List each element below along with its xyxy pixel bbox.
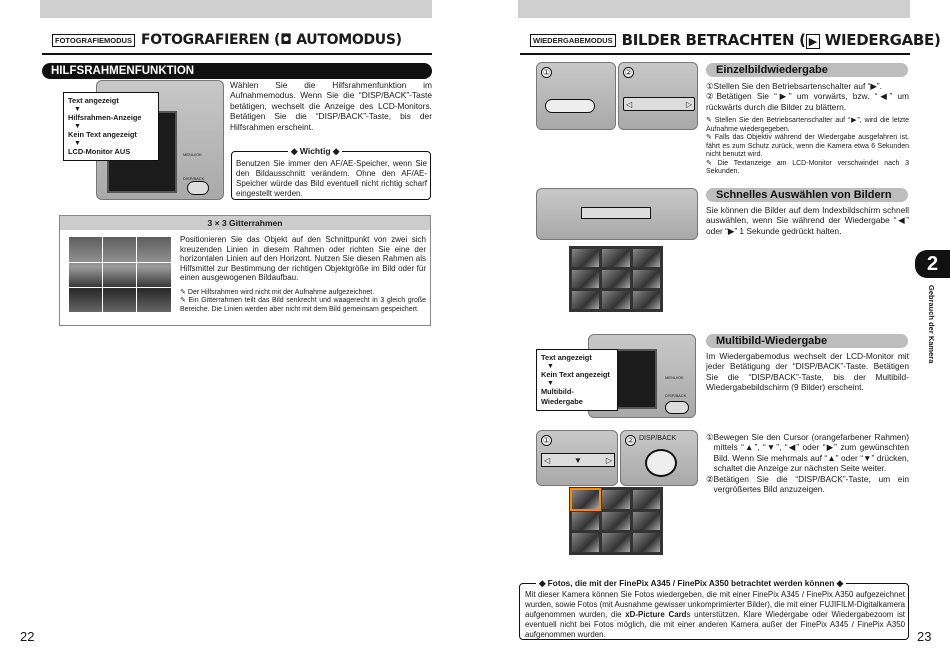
grid-example-photo — [69, 237, 171, 312]
einzelbild-notes: ✎ Stellen Sie den Betriebsartenschalter auf “▶”, wird die letzte Aufnahme wiedergegeben. ✎ Falls das Objektiv während der Wiedergabe ausgefahren ist, fährt es zum Schutz zurück, wenn die Kamera etwa 6 Sekunden nicht benutzt wird. ✎ Die Textanzeige am LCD-Monitor verschwindet nach 3 Sekunden. — [706, 117, 909, 175]
note-icon: ✎ — [706, 134, 712, 141]
playback-icon: ▶ — [806, 34, 820, 49]
left-arrow-icon: ◁ — [626, 99, 633, 109]
compat-box — [519, 578, 909, 640]
disp-back-button[interactable] — [645, 449, 677, 477]
step-1-marker: ① — [706, 432, 714, 442]
arrow-buttons-illustration — [618, 62, 698, 130]
step-1-marker: ① — [542, 68, 551, 77]
cycle-item: Multibild-Wiedergabe — [541, 387, 583, 406]
display-cycle-box — [63, 92, 159, 161]
index-thumbnail-grid — [569, 246, 663, 312]
disp-button-illustration — [620, 430, 698, 486]
disp-back-label: DISP/BACK — [639, 435, 677, 442]
right-arrow-icon: ▷ — [605, 455, 612, 465]
down-arrow-icon: ▼ — [574, 455, 582, 465]
disp-back-label: DISP/BACK — [183, 176, 205, 181]
right-arrow-icon: ▷ — [685, 99, 692, 109]
step-2-marker: ② — [706, 91, 717, 102]
multi-thumbnail-grid — [569, 487, 663, 555]
grid-note-2: ✎ Ein Gitterrahmen teilt das Bild senkrecht und waagerecht in 3 gleich große Bereiche. Die Linien werden aber nicht mit dem Bild gemeinsam gespeichert. — [180, 297, 427, 313]
hilfsrahmen-intro: Wählen Sie die Hilfsrahmenfunktion im Aufnahmemodus. Wenn Sie die “DISP/BACK”-Taste betätigen, wechselt die Anzeige des LCD-Monitors. Betätigen Sie die “DISP/BACK”-Taste, bis der Hilfsrahmen erscheint. — [230, 80, 432, 132]
section-multibild: Multibild-Wiedergabe — [706, 334, 908, 348]
step-2-marker: ② — [626, 436, 635, 445]
step-2-marker: ② — [624, 68, 633, 77]
arrow-pad[interactable] — [623, 97, 695, 111]
note-icon: ✎ — [180, 289, 186, 296]
note-icon: ✎ — [706, 117, 712, 124]
left-page-title: FOTOGRAFIEREN (◘ AUTOMODUS) — [140, 32, 402, 48]
disp-back-label: DISP/BACK — [665, 393, 687, 398]
compat-box-text: Mit dieser Kamera können Sie Fotos wiedergeben, die mit einer FinePix A345 / FinePix A350 aufgezeichnet wurden, sowie Fotos (mit Ausnahme gewisser unkomprimierter Bilder), die mit einer FUJIFILM-Digitalkamera aufgenommen wurden, die xD-Picture Cards unterstützen. Klare Wiedergabe oder Wiedergabezoom ist eventuell nicht bei Fotos möglich, die mit einer anderen Kamera außer der FinePix A345 / FinePix A350 aufgenommen wurden. — [525, 590, 905, 639]
wichtig-text: Benutzen Sie immer den AF/AE-Speicher, wenn Sie den Bildausschnitt verändern. Ohne den AF/AE-Speicher würde das Bild eventuell nicht richtig scharf eingestellt werden. — [236, 159, 427, 198]
section-schnell: Schnelles Auswählen von Bildern — [706, 188, 908, 202]
step-1-marker: ① — [706, 81, 714, 91]
cycle-item: Text angezeigt — [541, 353, 592, 362]
section-einzelbild: Einzelbildwiedergabe — [706, 63, 908, 77]
right-page-number: 23 — [917, 629, 932, 644]
multibild-text: Im Wiedergabemodus wechselt der LCD-Monitor mit jeder Betätigung der “DISP/BACK”-Taste. Betätigen Sie die “DISP/BACK”-Taste, bis der Multibild-Wiedergabebildschirm (9 Bilder) erscheint. — [706, 351, 909, 393]
left-page-number: 22 — [20, 629, 35, 644]
schnell-text: Sie können die Bilder auf dem Indexbildschirm schnell auswählen, wenn Sie während der Wiedergabe “◀” oder “▶” 1 Sekunde gedrückt halten. — [706, 205, 909, 236]
cursor-pad-illustration — [536, 430, 618, 486]
right-header-rule — [520, 53, 910, 55]
note-icon: ✎ — [706, 159, 712, 167]
arrow-down-icon: ▼ — [74, 123, 81, 130]
left-header-rule — [42, 53, 432, 55]
grid-note-1: ✎ Der Hilfsrahmen wird nicht mit der Aufnahme aufgezeichnet. — [180, 289, 375, 296]
cycle-item: Kein Text angezeigt — [541, 370, 610, 379]
arrow-down-icon: ▼ — [74, 106, 81, 113]
compat-box-title: ◆ Fotos, die mit der FinePix A345 / FinePix A350 betrachtet werden können ◆ — [536, 578, 846, 588]
chapter-tab: 2 — [915, 250, 950, 278]
left-header — [52, 28, 402, 52]
section-hilfsrahmen: HILFSRAHMENFUNKTION — [42, 63, 432, 79]
cycle-item: Text angezeigt — [68, 96, 119, 105]
right-top-bar — [518, 0, 910, 18]
wichtig-title: ◆ Wichtig ◆ — [288, 146, 342, 157]
mode-switch-illustration — [536, 62, 616, 130]
menu-ok-label: MENU/OK — [183, 152, 202, 157]
arrow-down-icon: ▼ — [547, 363, 554, 370]
grid-text: Positionieren Sie das Objekt auf den Schnittpunkt von zwei sich kreuzenden Linien in diesem Rahmen oder richten Sie eine der horizontalen Linien auf den Horizont. Nutzen Sie diesen Rahmen als Hilfsmittel zur Bestimmung der richtigen Objektgröße im Bild oder für einen ausgewogenen Bildaufbau. — [180, 235, 426, 283]
menu-ok-label: MENU/OK — [665, 375, 684, 380]
left-mode-tag: FOTOGRAFIEMODUS — [52, 34, 135, 47]
chapter-side-label: Gebrauch der Kamera — [927, 285, 936, 364]
arrow-down-icon: ▼ — [74, 140, 81, 147]
left-arrow-icon: ◁ — [544, 455, 551, 465]
cursor-steps: ① Bewegen Sie den Cursor (orangefarbener Rahmen) mittels “▲”, “▼”, “◀” oder “▶” zum gewünschten Bild. Wenn Sie mehrmals auf “▲” oder “▼” drücken, schaltet die Anzeige zur nächsten Seite weiter. ② Betätigen Sie die “DISP/BACK”-Taste, um ein vergrößertes Bild anzuzeigen. — [706, 432, 909, 495]
camera-auto-icon: ◘ — [280, 32, 292, 48]
right-page-title: BILDER BETRACHTEN ( ▶ WIEDERGABE) — [621, 31, 941, 49]
grid-panel-title: 3 × 3 Gitterrahmen — [60, 216, 430, 230]
right-header — [530, 28, 941, 52]
mode-switch[interactable] — [545, 99, 595, 113]
cursor-pad[interactable] — [541, 453, 615, 467]
left-top-bar — [40, 0, 432, 18]
disp-back-button[interactable] — [187, 181, 209, 195]
step-1-marker: ① — [542, 436, 551, 445]
cycle-item: Kein Text angezeigt — [68, 130, 137, 139]
wichtig-box — [231, 146, 431, 200]
multi-cycle-box — [536, 349, 618, 411]
right-mode-tag: WIEDERGABEMODUS — [530, 34, 616, 47]
cycle-item: Hilfsrahmen-Anzeige — [68, 113, 142, 122]
cycle-item: LCD-Monitor AUS — [68, 147, 131, 156]
einzelbild-steps: ①Stellen Sie den Betriebsartenschalter auf “▶”. ②Betätigen Sie “▶” um vorwärts, bzw. “◀” um rückwärts durch die Bilder zu blättern. — [706, 81, 909, 112]
note-icon: ✎ — [180, 297, 186, 304]
arrow-down-icon: ▼ — [547, 380, 554, 387]
disp-back-button[interactable] — [665, 401, 689, 414]
quick-select-camera — [536, 188, 698, 240]
step-2-marker: ② — [706, 473, 714, 484]
arrow-pad[interactable] — [581, 207, 651, 219]
grid-panel — [59, 215, 431, 326]
